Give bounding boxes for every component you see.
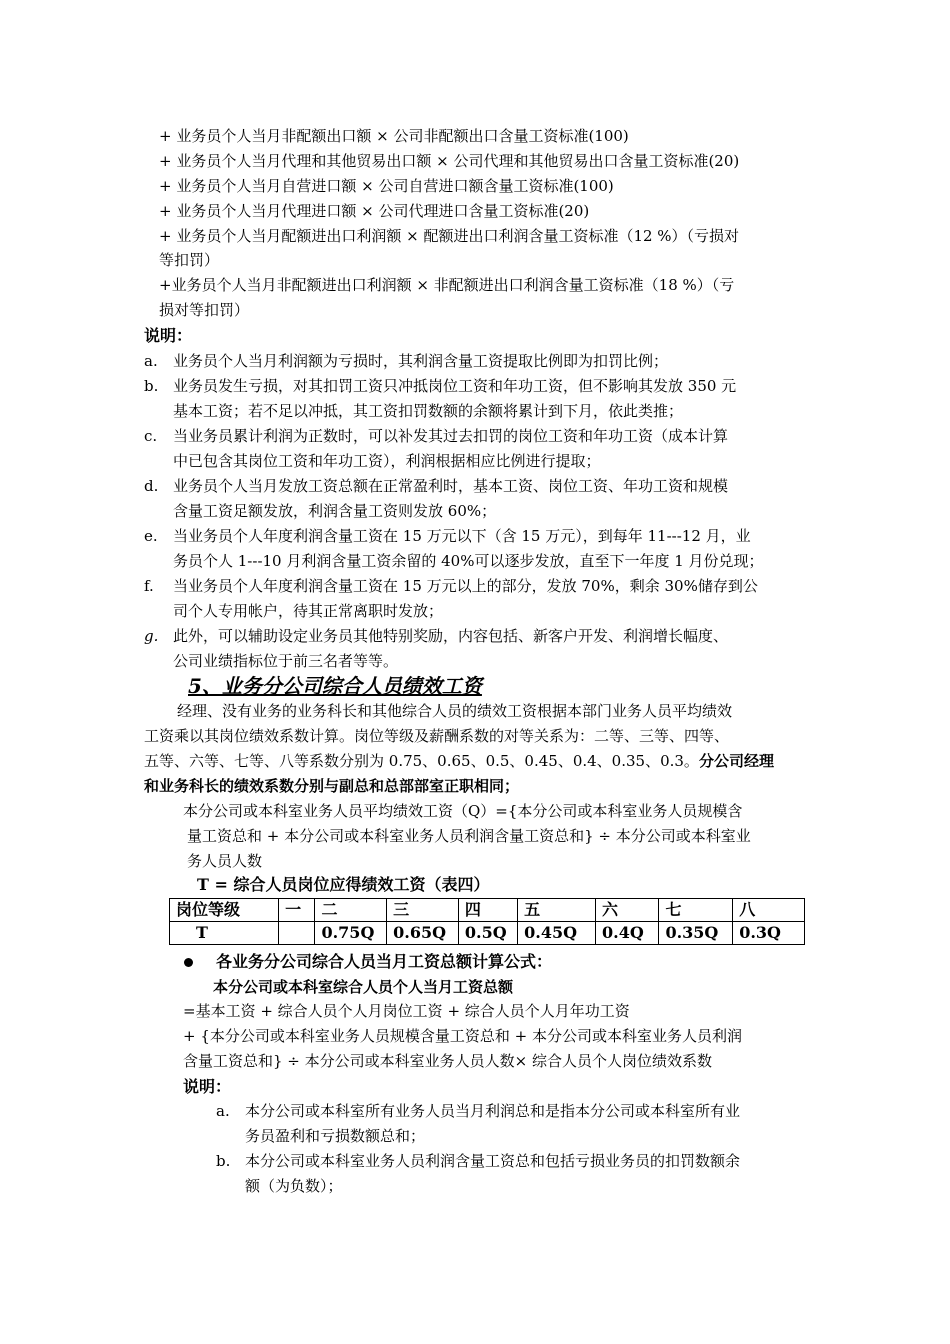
formula-line: 损对等扣罚） [159,301,250,319]
note-text: 业务员发生亏损，对其扣罚工资只冲抵岗位工资和年功工资，但不影响其发放 350 元 [173,377,737,395]
formula-line: +业务员个人当月非配额进出口利润额 × 非配额进出口利润含量工资标准（18 %）（亏 [159,276,735,294]
note2-letter: b. [216,1152,231,1170]
paragraph-bold-text: 分公司经理 [698,752,774,770]
table-cell: 0.3Q [733,922,805,945]
table-cell: 0.65Q [387,922,459,945]
table-cell: 0.4Q [596,922,659,945]
paragraph-text: 五等、六等、七等、八等系数分别为 0.75、0.65、0.5、0.45、0.4、0.35、0.3。 [144,752,699,770]
note-letter: g. [144,627,159,645]
table-header-row [170,899,805,922]
note-text: 当业务员个人年度利润含量工资在 15 万元以上的部分，发放 70%，剩余 30%储存到公 [173,577,758,595]
note-letter: e. [144,527,158,545]
total-formula-line: 含量工资总和} ÷ 本分公司或本科室业务人员人数× 综合人员个人岗位绩效系数 [183,1052,712,1070]
avg-formula-line: 务人员人数 [187,852,263,870]
table-cell: 一 [279,899,315,922]
note-text: 基本工资；若不足以冲抵，其工资扣罚数额的余额将累计到下月，依此类推； [173,402,684,420]
paragraph-bold-line: 和业务科长的绩效系数分别与副总和总部部室正职相同； [144,777,520,795]
note2-text: 本分公司或本科室所有业务人员当月利润总和是指本分公司或本科室所有业 [245,1102,741,1120]
table-cell: 七 [659,899,733,922]
note-letter: f. [144,577,154,595]
paragraph-line: 经理、没有业务的业务科长和其他综合人员的绩效工资根据本部门业务人员平均绩效 [177,702,733,720]
note2-text: 务员盈利和亏损数额总和； [245,1127,426,1145]
table-cell: 0.35Q [659,922,733,945]
total-formula-line: =基本工资 + 综合人员个人月岗位工资 + 综合人员个人月年功工资 [183,1002,630,1020]
table-cell: 0.45Q [518,922,596,945]
bullet-title: 各业务分公司综合人员当月工资总额计算公式： [216,952,553,971]
note-text: 中已包含其岗位工资和年功工资），利润根据相应比例进行提取； [173,452,601,470]
note-text: 司个人专用帐户，待其正常离职时发放； [173,602,444,620]
bullet-dot-icon [184,958,193,967]
note-text: 当业务员累计利润为正数时，可以补发其过去扣罚的岗位工资和年功工资（成本计算 [173,427,729,445]
paragraph-line: 工资乘以其岗位绩效系数计算。岗位等级及薪酬系数的对等关系为：二等、三等、四等、 [144,727,730,745]
table-cell: 八 [733,899,805,922]
table-cell: 二 [315,899,387,922]
avg-formula-line: 量工资总和 + 本分公司或本科室业务人员利润含量工资总和} ÷ 本分公司或本科室业 [187,827,751,845]
note-text: 公司业绩指标位于前三名者等等。 [173,652,399,670]
formula-line: + 业务员个人当月配额进出口利润额 × 配额进出口利润含量工资标准（12 %）（亏损对 [159,227,740,245]
avg-formula-line: 本分公司或本科室业务人员平均绩效工资（Q）={本分公司或本科室业务人员规模含 [183,802,743,820]
notes-title: 说明： [144,326,193,345]
note-letter: b. [144,377,159,395]
note-text: 业务员个人当月发放工资总额在正常盈利时，基本工资、岗位工资、年功工资和规模 [173,477,729,495]
section-heading: 5、业务分公司综合人员绩效工资 [188,674,482,698]
formula-line: 等扣罚） [159,251,220,269]
sub-title: 本分公司或本科室综合人员个人当月工资总额 [213,978,514,996]
table-cell: 三 [387,899,459,922]
table-cell: 六 [596,899,659,922]
total-formula-line: + {本分公司或本科室业务人员规模含量工资总和 + 本分公司或本科室业务人员利润 [183,1027,742,1045]
note-letter: d. [144,477,159,495]
grade-coefficient-table [169,898,805,945]
table-cell: 四 [458,899,517,922]
formula-line: + 业务员个人当月自营进口额 × 公司自营进口额含量工资标准(100) [159,177,614,195]
formula-line: + 业务员个人当月代理进口额 × 公司代理进口含量工资标准(20) [159,202,590,220]
table-cell: 0.5Q [458,922,517,945]
formula-line: + 业务员个人当月代理和其他贸易出口额 × 公司代理和其他贸易出口含量工资标准(20) [159,152,740,170]
note2-text: 额（为负数）； [245,1177,343,1195]
paragraph-line [144,751,774,771]
note-text: 含量工资足额发放，利润含量工资则发放 60%； [173,502,497,520]
note-text: 务员个人 1---10 月利润含量工资余留的 40%可以逐步发放，直至下一年度 1 月份兑现； [173,552,764,570]
notes2-title: 说明： [183,1077,232,1096]
note-letter: a. [144,352,158,370]
note-letter: c. [144,427,158,445]
table-cell [279,922,315,945]
note-text: 当业务员个人年度利润含量工资在 15 万元以下（含 15 万元），到每年 11---12 月，业 [173,527,751,545]
table-cell: 岗位等级 [170,899,279,922]
note2-letter: a. [216,1102,230,1120]
table-caption: T = 综合人员岗位应得绩效工资（表四） [197,875,490,894]
table-row [170,922,805,945]
table-cell: 0.75Q [315,922,387,945]
table-cell: 五 [518,899,596,922]
note-text: 此外，可以辅助设定业务员其他特别奖励，内容包括、新客户开发、利润增长幅度、 [173,627,729,645]
note-text: 业务员个人当月利润额为亏损时，其利润含量工资提取比例即为扣罚比例； [173,352,669,370]
note2-text: 本分公司或本科室业务人员利润含量工资总和包括亏损业务员的扣罚数额余 [245,1152,741,1170]
formula-line: + 业务员个人当月非配额出口额 × 公司非配额出口含量工资标准(100) [159,127,629,145]
table-cell: T [170,922,279,945]
